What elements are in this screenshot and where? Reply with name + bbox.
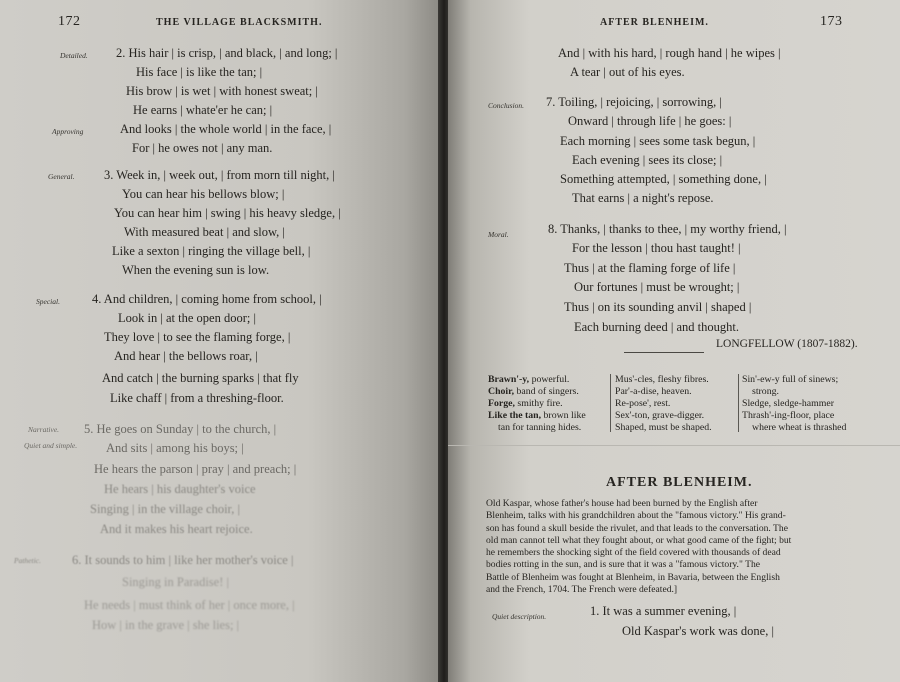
right-page: [448, 0, 900, 682]
poem-line: Singing in Paradise! |: [122, 575, 230, 589]
margin-note: Approving: [52, 127, 84, 136]
attribution: LONGFELLOW (1807-1882).: [716, 338, 858, 350]
vocab-entry: Shaped, must be shaped.: [615, 422, 712, 433]
poem-line: They love | to see the flaming forge, |: [104, 330, 291, 344]
poem-line: 4. And children, | coming home from school, |: [92, 292, 322, 306]
vocab-entry: Mus'-cles, fleshy fibres.: [615, 374, 709, 385]
poem-line: Like chaff | from a threshing-floor.: [110, 391, 284, 405]
poem-line: Our fortunes | must be wrought; |: [574, 280, 740, 294]
poem-line: Look in | at the open door; |: [118, 311, 256, 325]
poem-line: And looks | the whole world | in the face, |: [120, 122, 332, 136]
page-number-left: 172: [58, 14, 81, 29]
intro-paragraph: [486, 498, 872, 596]
vocab-separator: [738, 374, 739, 432]
poem-line: 8. Thanks, | thanks to thee, | my worthy friend, |: [548, 222, 787, 236]
intro-line: bodies rotting in the sun, and is sure that it was a "famous victory." The: [486, 559, 761, 571]
vocab-column-2: [615, 374, 712, 434]
poem-line: You can hear his bellows blow; |: [122, 187, 285, 201]
poem-line: For | he owes not | any man.: [132, 141, 273, 155]
margin-note: Detailed.: [60, 51, 88, 60]
margin-note: General.: [48, 172, 75, 181]
margin-note: Special.: [36, 297, 60, 306]
intro-line: Battle of Blenheim was fought at Blenheim, in Bavaria, between the English: [486, 571, 780, 583]
intro-line: son has found a skull beside the rivulet, and that leads to the conversation. The: [486, 522, 788, 534]
poem-line: And catch | the burning sparks | that fly: [102, 371, 299, 385]
poem-line: His brow | is wet | with honest sweat; |: [126, 84, 318, 98]
intro-line: old man cannot tell what they fought about, or what good came of the fight; but: [486, 534, 792, 546]
poem-line: Each morning | sees some task begun, |: [560, 134, 756, 148]
intro-line: and the French, 1704. The French were defeated.]: [486, 584, 678, 596]
vocab-entry: Par'-a-dise, heaven.: [615, 386, 692, 397]
margin-note: Conclusion.: [488, 101, 525, 110]
page-number-right: 173: [820, 14, 843, 29]
vocab-entry: Re-pose', rest.: [615, 398, 671, 409]
poem-line: 6. It sounds to him | like her mother's voice |: [72, 553, 294, 567]
vocab-entry: Sin'-ew-y full of sinews;: [742, 374, 839, 385]
intro-line: Old Kaspar, whose father's house had been burned by the English after: [486, 498, 758, 509]
vocab-entry: Thrash'-ing-floor, place: [742, 410, 835, 421]
vocab-separator: [610, 374, 611, 432]
poem-line: A tear | out of his eyes.: [570, 65, 685, 79]
poem-line: He needs | must think of her | once more, |: [84, 598, 295, 612]
vocab-entry: tan for tanning hides.: [498, 422, 582, 433]
margin-note: Moral.: [488, 230, 509, 239]
poem-line: He hears | his daughter's voice: [104, 482, 256, 496]
poem-line: That earns | a night's repose.: [572, 191, 714, 205]
poem-line: Thus | on its sounding anvil | shaped |: [564, 300, 752, 314]
margin-note: Narrative.: [28, 425, 60, 434]
poem-line: He hears the parson | pray | and preach; |: [94, 462, 297, 476]
vocab-entry: Like the tan, brown like: [488, 410, 586, 421]
vocab-entry: Sledge, sledge-hammer: [742, 398, 834, 409]
margin-note: Quiet and simple.: [24, 441, 78, 450]
poem-line: Each burning deed | and thought.: [574, 320, 739, 334]
vocab-column-3: [742, 374, 846, 434]
vocab-entry: Brawn'-y, powerful.: [488, 374, 570, 385]
poem-line: And sits | among his boys; |: [106, 441, 244, 455]
running-head-right: AFTER BLENHEIM.: [600, 17, 709, 28]
section-divider: [448, 445, 900, 446]
poem-line: 5. He goes on Sunday | to the church, |: [84, 422, 277, 436]
vocab-entry: Sex'-ton, grave-digger.: [615, 410, 705, 421]
poem-line: Singing | in the village choir, |: [90, 502, 240, 516]
section-title: AFTER BLENHEIM.: [606, 475, 753, 490]
vocab-entry: where wheat is thrashed: [752, 422, 847, 433]
vocab-entry: strong.: [752, 386, 779, 397]
poem-line: Thus | at the flaming forge of life |: [564, 261, 736, 275]
poem-line: 2. His hair | is crisp, | and black, | and long; |: [116, 46, 338, 60]
poem-line: His face | is like the tan; |: [136, 65, 263, 79]
poem-line: You can hear him | swing | his heavy sledge, |: [114, 206, 341, 220]
margin-note: Pathetic.: [14, 556, 41, 565]
poem-line: Onward | through life | he goes: |: [568, 114, 732, 128]
running-head-left: THE VILLAGE BLACKSMITH.: [156, 17, 323, 28]
vocab-entry: Forge, smithy fire.: [488, 398, 563, 409]
poem-line: When the evening sun is low.: [122, 263, 270, 277]
poem-line: With measured beat | and slow, |: [124, 225, 285, 239]
poem-line: Something attempted, | something done, |: [560, 172, 767, 186]
intro-line: he remembers the shocking sight of the field covered with thousands of dead: [486, 547, 781, 559]
margin-note: Quiet description.: [492, 612, 547, 621]
poem-line: And | with his hard, | rough hand | he wipes |: [558, 46, 781, 60]
poem-line: 3. Week in, | week out, | from morn till night, |: [104, 168, 335, 182]
poem-line: And it makes his heart rejoice.: [100, 522, 253, 536]
vocab-entry: Choir, band of singers.: [488, 386, 579, 397]
poem-line: For the lesson | thou hast taught! |: [572, 241, 741, 255]
divider-rule: [624, 352, 704, 353]
left-page: [0, 0, 440, 682]
poem-line: Each evening | sees its close; |: [572, 153, 723, 167]
poem-line: Old Kaspar's work was done, |: [622, 624, 774, 638]
poem-line: He earns | whate'er he can; |: [133, 103, 273, 117]
poem-line: 1. It was a summer evening, |: [590, 604, 737, 618]
poem-line: 7. Toiling, | rejoicing, | sorrowing, |: [546, 95, 722, 109]
poem-line: How | in the grave | she lies; |: [92, 618, 240, 632]
intro-line: Blenheim, talks with his grandchildren about the "famous victory." His grand-: [486, 510, 786, 522]
poem-line: And hear | the bellows roar, |: [114, 349, 258, 363]
vocab-column-1: [488, 374, 586, 434]
poem-line: Like a sexton | ringing the village bell, |: [112, 244, 311, 258]
